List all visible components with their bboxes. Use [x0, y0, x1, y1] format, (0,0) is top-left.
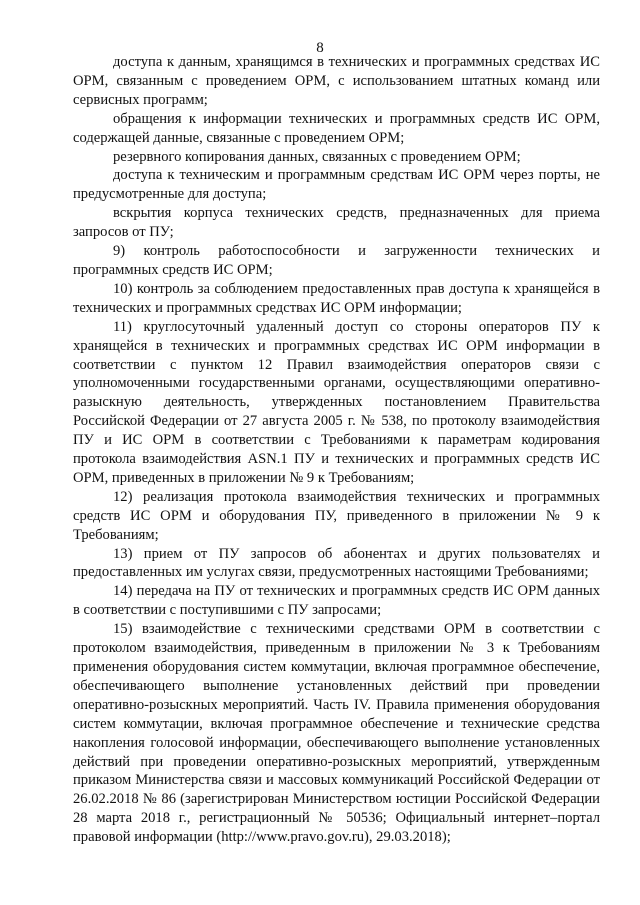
paragraph: 14) передача на ПУ от технических и программных средств ИС ОРМ данных в соответствии с поступившими с ПУ запросами;	[73, 583, 600, 619]
paragraph: 9) контроль работоспособности и загруженности технических и программных средств ИС ОРМ;	[73, 243, 600, 278]
paragraph: 13) прием от ПУ запросов об абонентах и других пользователях и предоставленных им услугах связи, предусмотренных настоящими Требованиями;	[73, 545, 600, 581]
paragraph: вскрытия корпуса технических средств, предназначенных для приема запросов от ПУ;	[73, 205, 600, 241]
paragraph: резервного копирования данных, связанных с проведением ОРМ;	[113, 148, 521, 165]
paragraph: доступа к техническим и программным средствам ИС ОРМ через порты, не предусмотренные для доступа;	[73, 167, 600, 203]
paragraph: 15) взаимодействие с техническими средствами ОРМ в соответствии с протоколом взаимодействия, приведенным в приложении № 3 к Требованиям применения оборудования систем коммутации, включая программное обеспечение, обеспечивающего выполнение установленных действий при проведении оперативно-розыскных мероприятий. Часть IV. Правила применения оборудования систем коммутации, включая программное обеспечение и технические средства накопления голосовой информации, обеспечивающего выполнение установленных действий при проведении оперативно-розыскных мероприятий, утвержденным приказом Министерства связи и массовых коммуникаций Российской Федерации от 26.02.2018 № 86 (зарегистрирован Министерством юстиции Российской Федерации 28 марта 2018 г., регистрационный № 50536; Официальный интернет–портал правовой информации (http://www.pravo.gov.ru), 29.03.2018);	[73, 621, 600, 846]
paragraph: обращения к информации технических и программных средств ИС ОРМ, содержащей данные, связанные с проведением ОРМ;	[73, 110, 600, 146]
paragraph: 11) круглосуточный удаленный доступ со стороны операторов ПУ к хранящейся в технических и программных средствах ИС ОРМ информации в соответствии с пунктом 12 Правил взаимодействия операторов связи с уполномоченными государственными органами, осуществляющими оперативно-разыскную деятельность, утвержденных постановлением Правительства Российской Федерации от 27 августа 2005 г. № 538, по протоколу взаимодействия ПУ и ИС ОРМ в соответствии с Требованиями к параметрам кодирования протокола взаимодействия ASN.1 ПУ и технических и программных средств ИС ОРМ, приведенных в приложении № 9 к Требованиям;	[73, 318, 600, 486]
document-body	[73, 53, 600, 847]
paragraph: 10) контроль за соблюдением предоставленных прав доступа к хранящейся в технических и программных средствах ИС ОРМ информации;	[73, 280, 600, 316]
paragraph: доступа к данным, хранящимся в технических и программных средствах ИС ОРМ, связанным с проведением ОРМ, с использованием штатных команд или сервисных программ;	[73, 54, 600, 108]
page-number: 8	[316, 40, 324, 56]
paragraph: 12) реализация протокола взаимодействия технических и программных средств ИС ОРМ и оборудования ПУ, приведенного в приложении № 9 к Требованиям;	[73, 488, 600, 543]
